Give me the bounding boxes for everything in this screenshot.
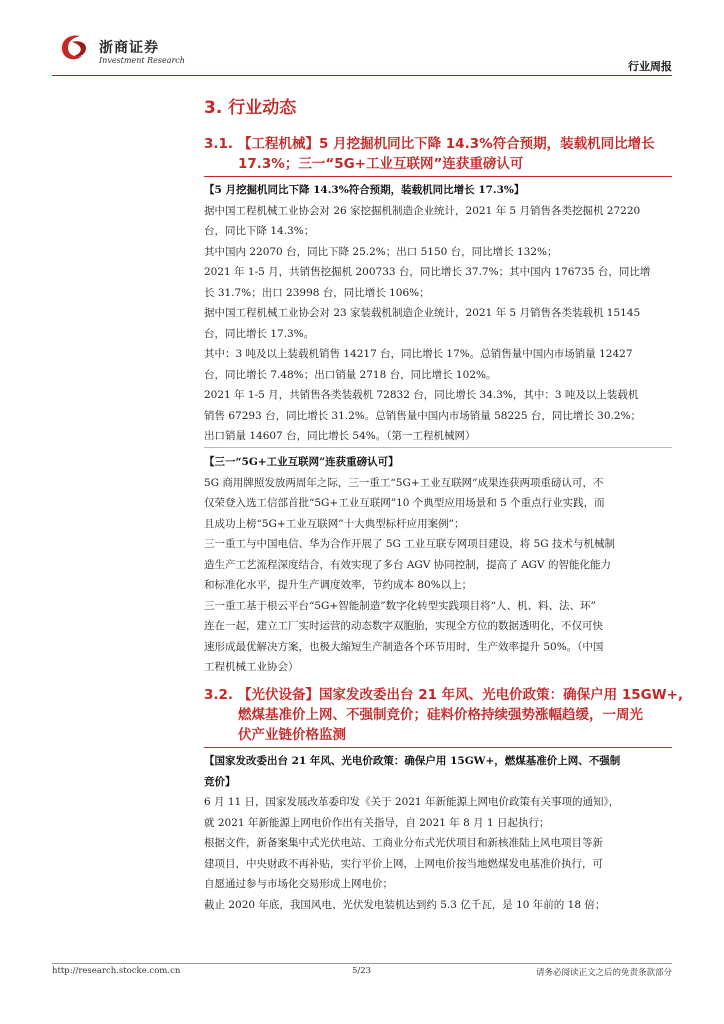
paragraph-line: 截止 2020 年底，我国风电、光伏发电装机达到约 5.3 亿千瓦，是 10 年前的 18 倍； — [204, 898, 606, 911]
paragraph-line: 且成功上榜“5G+工业互联网”十大典型标杆应用案例”； — [204, 517, 465, 530]
subsection-title-line: 17.3%；三一“5G+工业互联网”连获重磅认可 — [238, 156, 524, 172]
subsection-number: 3.2. — [204, 687, 234, 703]
paragraph-line: 和标准化水平，提升生产调度效率，节约成本 80%以上； — [204, 579, 473, 591]
subsection-divider — [204, 747, 672, 748]
paragraph-line: 据中国工程机械工业协会对 26 家挖掘机制造企业统计，2021 年 5 月销售各类挖掘机 27220 — [204, 204, 641, 217]
paragraph-line: 连在一起，建立工厂实时运营的动态数字双胞胎，实现全方位的数据透明化，不仅可快 — [204, 620, 603, 632]
paragraph-line: 建项目，中央财政不再补贴，实行平价上网，上网电价按当地燃煤发电基准价执行，可 — [204, 857, 603, 870]
paragraph-block-excavator — [204, 180, 672, 447]
paragraph-heading: 【5 月挖掘机同比下降 14.3%符合预期，装载机同比增长 17.3%】 — [204, 184, 525, 196]
paragraph-line: 台，同比增长 7.48%；出口销量 2718 台，同比增长 102%。 — [204, 368, 497, 381]
footer-url-link[interactable]: http://research.stocke.com.cn — [52, 966, 181, 976]
block-divider — [204, 447, 672, 448]
paragraph-line: 出口销量 14607 台，同比增长 54%。（第一工程机械网） — [204, 430, 476, 442]
paragraph-line: 其中：3 吨及以上装载机销售 14217 台，同比增长 17%。总销售量中国内市场销量 12427 — [204, 348, 633, 360]
paragraph-line: 5G 商用牌照发放两周年之际，三一重工“5G+工业互联网”成果连获两项重磅认可，不 — [204, 476, 604, 489]
footer-divider — [52, 963, 672, 964]
report-type-label: 行业周报 — [628, 60, 672, 73]
paragraph-heading: 【国家发改委出台 21 年风、光电价政策：确保户用 15GW+，燃煤基准价上网、不强制 — [204, 755, 621, 767]
paragraph-line: 速形成最优解决方案，也极大缩短生产制造各个环节用时，生产效率提升 50%。（中国 — [204, 640, 604, 653]
paragraph-line: 工程机械工业协会） — [204, 661, 299, 673]
subsection-title-line: 【光伏设备】国家发改委出台 21 年风、光电价政策：确保户用 15GW+, — [238, 687, 684, 703]
paragraph-block-sany — [204, 452, 672, 678]
section-title: 3. 行业动态 — [204, 98, 297, 118]
subsection-title-3-2 — [204, 685, 683, 745]
subsection-number: 3.1. — [204, 136, 234, 152]
brand-logo-icon — [58, 32, 90, 62]
paragraph-line: 三一重工与中国电信、华为合作开展了 5G 工业互联专网项目建设，将 5G 技术与机械制 — [204, 538, 615, 550]
subsection-title-line: 伏产业链价格监测 — [238, 727, 346, 743]
footer-disclaimer: 请务必阅读正文之后的免责条款部分 — [535, 968, 672, 978]
paragraph-block-pv-policy — [204, 751, 672, 915]
subsection-title-line: 燃煤基准价上网、不强制竞价；硅料价格持续强势涨幅趋缓，一周光 — [238, 707, 643, 723]
paragraph-line: 销售 67293 台，同比增长 31.2%。总销售量中国内市场销量 58225 台，同比增长 30.2%； — [204, 409, 642, 422]
paragraph-line: 其中国内 22070 台，同比下降 25.2%；出口 5150 台，同比增长 132%； — [204, 245, 558, 258]
subsection-title-3-1 — [204, 134, 655, 174]
brand-name-cn: 浙商证券 — [99, 40, 159, 56]
header-divider — [52, 75, 672, 76]
paragraph-line: 就 2021 年新能源上网电价作出有关指导，自 2021 年 8 月 1 日起执行； — [204, 816, 550, 829]
paragraph-line: 根据文件，新备案集中式光伏电站、工商业分布式光伏项目和新核准陆上风电项目等新 — [204, 837, 603, 849]
page-header — [0, 0, 724, 82]
subsection-divider — [204, 176, 672, 177]
paragraph-line: 三一重工基于根云平台“5G+智能制造”数字化转型实践项目将“人、机、料、法、环” — [204, 599, 596, 612]
paragraph-heading: 【三一“5G+工业互联网”连获重磅认可】 — [204, 456, 399, 468]
subsection-title-line: 【工程机械】5 月挖掘机同比下降 14.3%符合预期，装载机同比增长 — [238, 136, 655, 152]
paragraph-line: 台，同比增长 17.3%。 — [204, 327, 315, 340]
paragraph-line: 6 月 11 日，国家发展改革委印发《关于 2021 年新能源上网电价政策有关事项的通知》， — [204, 796, 620, 808]
paragraph-heading: 竞价】 — [204, 775, 236, 788]
paragraph-line: 2021 年 1-5 月，共销售各类装载机 72832 台，同比增长 34.3%，其中：3 吨及以上装载机 — [204, 389, 639, 401]
page-number: 5/23 — [352, 966, 372, 976]
paragraph-line: 造生产工艺流程深度结合，有效实现了多台 AGV 协同控制，提高了 AGV 的智能化能力 — [204, 558, 611, 571]
brand-name-en: Investment Research — [99, 56, 185, 65]
paragraph-line: 仅荣登入选工信部首批“5G+工业互联网”10 个典型应用场景和 5 个重点行业实践，而 — [204, 497, 605, 509]
paragraph-line: 2021 年 1-5 月，共销售挖掘机 200733 台，同比增长 37.7%；其中国内 176735 台，同比增 — [204, 266, 651, 278]
paragraph-line: 据中国工程机械工业协会对 23 家装载机制造企业统计，2021 年 5 月销售各类装载机 15145 — [204, 307, 641, 319]
paragraph-line: 自愿通过参与市场化交易形成上网电价； — [204, 878, 393, 890]
paragraph-line: 长 31.7%；出口 23998 台，同比增长 106%； — [204, 286, 430, 299]
paragraph-line: 台，同比下降 14.3%； — [204, 225, 315, 237]
